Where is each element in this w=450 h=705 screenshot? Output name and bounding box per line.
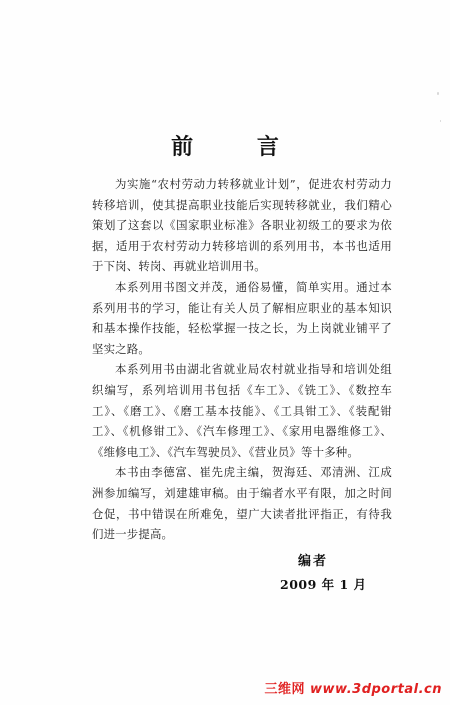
page-title: 前 言 [171, 134, 307, 160]
paragraph-1: 为实施“农村劳动力转移就业计划”，促进农村劳动力转移培训，使其提高职业技能后实现转移就业，我们精心策划了这套以《国家职业标准》各职业初级工的要求为依据，适用于农村劳动力转移培训的系列用书，本书也适用于下岗、转岗、再就业培训用书。 [92, 177, 392, 274]
paragraph-2: 本系列用书图文并茂，通俗易懂，简单实用。通过本系列用书的学习，能让有关人员了解相应职业的基本知识和基本操作技能，轻松掌握一技之长，为上岗就业铺平了坚实之路。 [92, 279, 392, 356]
preface-body [92, 174, 392, 545]
author-signature: 编者 [298, 554, 329, 569]
paragraph-3: 本系列用书由湖北省就业局农村就业指导和培训处组织编写，系列培训用书包括《车工》、《铣工》、《数控车工》、《磨工》、《磨工基本技能》、《工具钳工》、《装配钳工》、《机修钳工》、《汽车修理工》、《家用电器维修工》、《维修电工》、《汽车驾驶员》、《营业员》等十多种。 [92, 362, 392, 459]
publication-date: 2009 年 1 月 [280, 577, 367, 592]
scan-speck [440, 120, 441, 122]
paragraph-4: 本书由李德富、崔先虎主编，贺海廷、邓清洲、江成洲参加编写，刘建雄审稿。由于编者水平有限，加之时间仓促，书中错误在所难免，望广大读者批评指正，有待我们进一步提高。 [92, 465, 392, 542]
watermark-url: www.3dportal.cn [310, 682, 442, 697]
watermark [264, 678, 442, 697]
scan-speck [437, 92, 439, 95]
watermark-brand: 三维网 [264, 682, 305, 697]
